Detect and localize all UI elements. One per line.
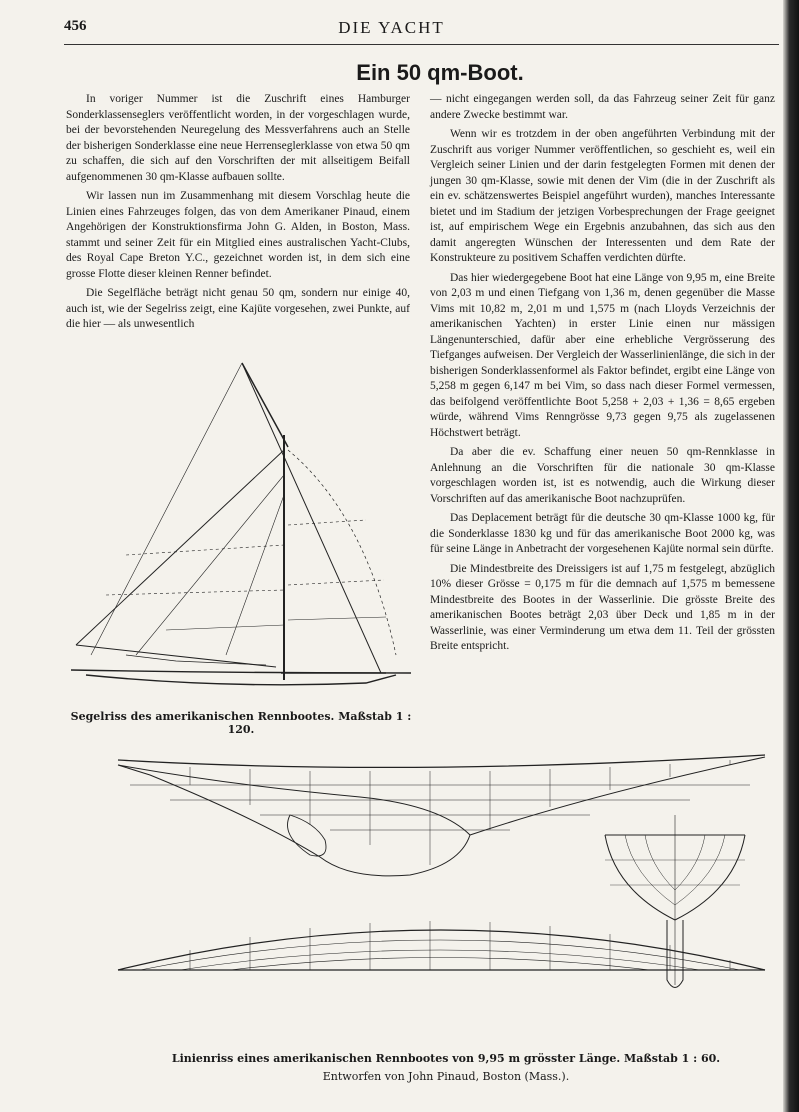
paragraph: Das Deplacement beträgt für die deutsche 30 qm-Klasse 1000 kg, für die Sonderklasse 1830 kg und für das amerikanische Boot 2000 kg, was für seine Länge in Anbetracht der vorgesehenen Kajüte normal sein dürfte. xyxy=(430,512,775,555)
page-header xyxy=(0,16,783,40)
left-column xyxy=(66,92,410,337)
paragraph: — nicht eingegangen werden soll, da das Fahrzeug seiner Zeit für ganz andere Zwecke bestimmt war. xyxy=(430,93,775,121)
running-title: DIE YACHT xyxy=(338,18,445,37)
header-rule xyxy=(64,44,779,45)
paragraph: Das hier wiedergegebene Boot hat eine Länge von 9,95 m, eine Breite von 2,03 m und einen Tiefgang von 1,36 m, denen gegenüber die Masse Vims mit 10,82 m, 2,01 m und 1,575 m (nach Lloyds Verzeichnis der amerikanischen Yachten) in erster Linie einen nur mässigen Längenunterschied, dafür aber eine erhebliche Vergrösserung des Tiefganges aufweisen. Der Vergleich der Wasserlinienlänge, die sich in der bisherigen Sonderklassenformel als Faktor befindet, ergibt eine Länge von 5,258 m gegen 6,147 m bei Vim, so dass nach dieser Formel vermessen, das beifolgend veröffentlichte Boot 5,258 + 2,03 + 1,36 = 8,65 ergeben würde, während Vims Renngrösse 9,73 gegen 9,75 als zugelassenen Höchstwert beträgt. xyxy=(430,271,775,439)
paragraph: Da aber die ev. Schaffung einer neuen 50 qm-Rennklasse in Anlehnung an die Vorschriften für die nationale 30 qm-Klasse vorgeschlagen worden ist, ist es notwendig, auch die Wirkung dieser Vorschriften auf das amerikanische Boot nachzuprüfen. xyxy=(430,446,775,505)
lines-plan-drawing xyxy=(110,745,782,1045)
sail-plan-caption: Segelriss des amerikanischen Rennbootes. Maßstab 1 : 120. xyxy=(70,710,412,736)
sail-plan-drawing xyxy=(66,355,416,700)
paragraph: Wenn wir es trotzdem in der oben angeführten Verbindung mit der Zuschrift aus voriger Nummer veröffentlichen, so geschieht es, weil ein Vergleich seiner Linien und der darin festgelegten Formen mit denen der jungen 30 qm-Klasse, sowie mit denen der Vim (die in der Zuschrift als ein ev. schätzenswertes Beispiel angeführt wurden), manches Interessante bietet und im Stadium der jetzigen Vorbesprechungen der Frage geeignet ist, auf empirischem Wege ein Ergebnis anzubahnen, das sich aus den damit angeregten Wünschen der Interessenten und dem Rate der Konstrukteure zu positivem Schaffen verdichten dürfte. xyxy=(430,128,775,264)
page-number: 456 xyxy=(64,18,87,34)
right-column xyxy=(430,92,775,659)
paragraph: Die Segelfläche beträgt nicht genau 50 qm, sondern nur einige 40, auch ist, wie der Segelriss zeigt, eine Kajüte vorgesehen, zwei Punkte, auf die hier — als unwesentlich xyxy=(66,287,410,330)
paragraph: Wir lassen nun im Zusammenhang mit diesem Vorschlag heute die Linien eines Fahrzeuges folgen, das von dem Amerikaner Pinaud, einem Angehörigen der Konstruktionsfirma John G. Alden, in Boston, Mass. stammt und seiner Zeit für ein Mitglied eines australischen Yacht-Clubs, des Royal Cape Breton Y.C., gezeichnet worden ist, in dem sich eine grosse Flotte dieser kleinen Renner befindet. xyxy=(66,190,410,280)
lines-plan-caption: Linienriss eines amerikanischen Rennbootes von 9,95 m grösster Länge. Maßstab 1 : 60. xyxy=(171,1052,721,1065)
paragraph: In voriger Nummer ist die Zuschrift eines Hamburger Sonderklassenseglers veröffentlicht worden, in der vorgeschlagen wurde, bei der bevorstehenden Neuregelung des Messverfahrens auch an Stelle der bisherigen Sonderklasse eine neue Herrenseglerklasse von etwa 50 qm zu schaffen, die sich auf den Vorschriften der mit allseitigem Beifall aufgenommenen 30 qm-Klasse aufbauen sollte. xyxy=(66,93,410,183)
page-binding-edge xyxy=(783,0,799,1112)
article-title: Ein 50 qm-Boot. xyxy=(356,60,524,85)
paragraph: Die Mindestbreite des Dreissigers ist auf 1,75 m festgelegt, abzüglich 10% dieser Grösse = 0,175 m für die demnach auf 1,575 m bemessene Mindestbreite des Bootes in der Wasserlinie. Die grösste Breite des amerikanischen Bootes beträgt 2,03 über Deck und 1,85 m in der Wasserlinie, was einer Verminderung um etwa dem 11. Teil der grössten Breite entspricht. xyxy=(430,562,775,652)
lines-plan-subcaption: Entworfen von John Pinaud, Boston (Mass.). xyxy=(322,1070,570,1083)
